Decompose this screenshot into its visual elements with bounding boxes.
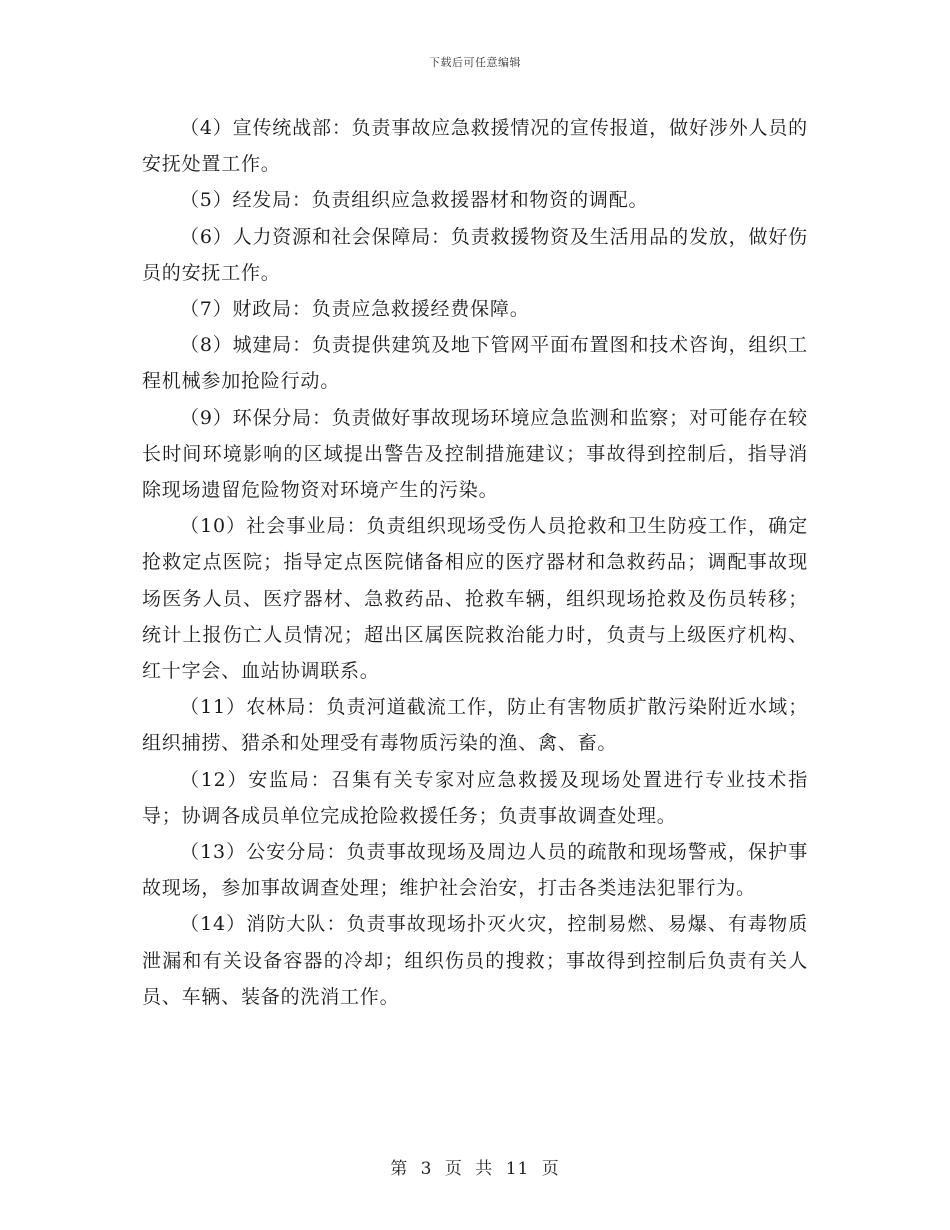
paragraph-public-security-bureau: （13）公安分局：负责事故现场及周边人员的疏散和现场警戒，保护事故现场，参加事故调查处理；维护社会治安，打击各类违法犯罪行为。: [142, 841, 808, 900]
paragraph-propaganda-dept: （4）宣传统战部：负责事故应急救援情况的宣传报道，做好涉外人员的安抚处置工作。: [142, 117, 808, 176]
document-body: [142, 110, 808, 1015]
paragraph-hr-social-security-bureau: （6）人力资源和社会保障局：负责救援物资及生活用品的发放，做好伤员的安抚工作。: [142, 225, 808, 284]
paragraph-safety-supervision-bureau: （12）安监局：召集有关专家对应急救援及现场处置进行专业技术指导；协调各成员单位完成抢险救援任务；负责事故调查处理。: [142, 768, 808, 827]
paragraph-agriculture-forestry-bureau: （11）农林局：负责河道截流工作，防止有害物质扩散污染附近水域；组织捕捞、猎杀和处理受有毒物质污染的渔、禽、畜。: [142, 696, 808, 755]
paragraph-economic-dev-bureau: （5）经发局：负责组织应急救援器材和物资的调配。: [180, 189, 649, 212]
paragraph-finance-bureau: （7）财政局：负责应急救援经费保障。: [180, 298, 530, 321]
paragraph-social-affairs-bureau: （10）社会事业局：负责组织现场受伤人员抢救和卫生防疫工作，确定抢救定点医院；指导定点医院储备相应的医疗器材和急救药品；调配事故现场医务人员、医疗器材、急救药品、抢救车辆，组织现场抢救及伤员转移；统计上报伤亡人员情况；超出区属医院救治能力时，负责与上级医疗机构、红十字会、血站协调联系。: [142, 515, 808, 683]
paragraph-urban-construction-bureau: （8）城建局：负责提供建筑及地下管网平面布置图和技术咨询，组织工程机械参加抢险行动。: [142, 334, 808, 393]
paragraph-environmental-bureau: （9）环保分局：负责做好事故现场环境应急监测和监察；对可能存在较长时间环境影响的区域提出警告及控制措施建议；事故得到控制后，指导消除现场遗留危险物资对环境产生的污染。: [142, 406, 808, 502]
page-header: 下载后可任意编辑: [429, 56, 521, 69]
page-number: 第 3 页 共 11 页: [390, 1159, 560, 1179]
paragraph-fire-brigade: （14）消防大队：负责事故现场扑灭火灾，控制易燃、易爆、有毒物质泄漏和有关设备容器的冷却；组织伤员的搜救；事故得到控制后负责有关人员、车辆、装备的洗消工作。: [142, 913, 808, 1008]
